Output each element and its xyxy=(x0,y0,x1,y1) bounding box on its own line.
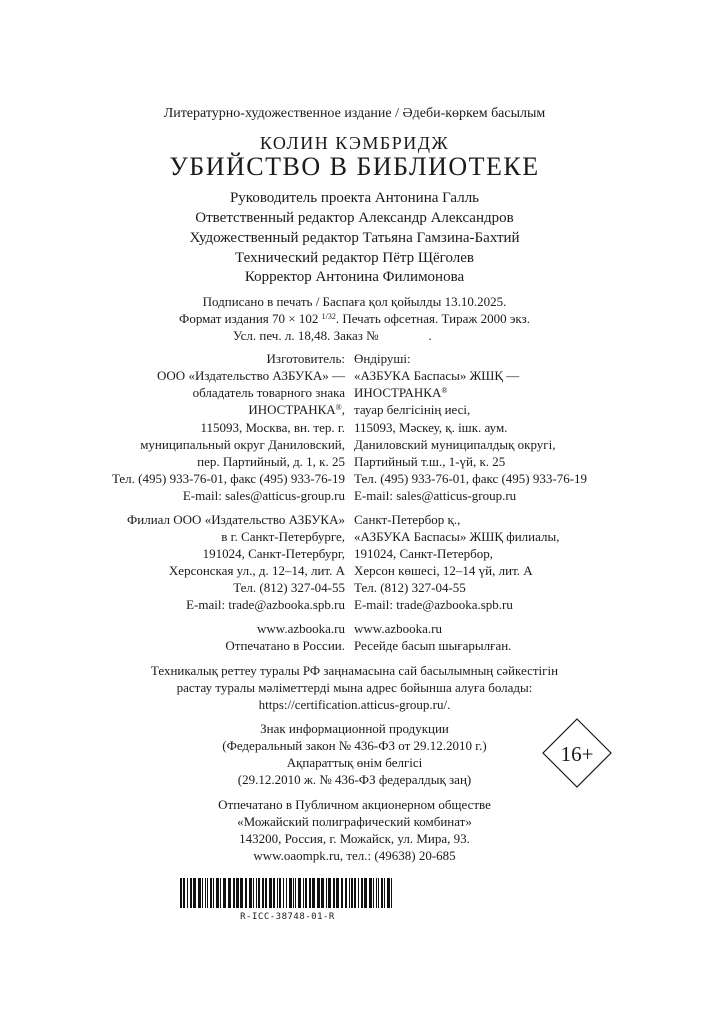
barcode-bar xyxy=(286,878,287,908)
brand-name: ИНОСТРАНКА xyxy=(248,402,336,417)
branch-kz-address-2: Херсон көшесі, 12–14 үй, лит. А xyxy=(354,563,533,578)
manufacturer-kz-company: «АЗБУКА Баспасы» ЖШҚ — xyxy=(354,368,520,383)
branch-ru-address-2: Херсонская ул., д. 12–14, лит. А xyxy=(168,563,345,578)
barcode-bar xyxy=(236,878,239,908)
printer-line-2: «Можайский полиграфический комбинат» xyxy=(237,814,472,829)
barcode-bar xyxy=(305,878,307,908)
barcode-bar xyxy=(309,878,311,908)
barcode-bar xyxy=(198,878,201,908)
format-fraction: 1/32 xyxy=(321,312,336,321)
barcode-bar xyxy=(378,878,379,908)
format-prefix: Формат издания 70 × 102 xyxy=(179,311,322,326)
barcode-bar xyxy=(220,878,221,908)
barcode-bar xyxy=(384,878,385,908)
website-ru: www.azbooka.ru xyxy=(257,621,345,636)
age-rating-text: 16+ xyxy=(560,742,594,766)
author-name: КОЛИН КЭМБРИДЖ xyxy=(259,133,450,153)
barcode-image xyxy=(180,878,395,908)
print-format xyxy=(0,311,709,327)
barcode-bar xyxy=(277,878,278,908)
branch-kz-address-1: 191024, Санкт-Петербор, xyxy=(354,546,494,561)
manufacturer-kz-address-2: Даниловский муниципалдық округі, xyxy=(354,437,556,452)
barcode-bar xyxy=(205,878,206,908)
barcode-bar xyxy=(295,878,296,908)
manufacturer-ru-label: Изготовитель: xyxy=(266,351,345,366)
manufacturer-kz-address-1: 115093, Мәскеу, қ. ішк. аум. xyxy=(354,420,508,435)
branch-kz-phone: Тел. (812) 327-04-55 xyxy=(354,580,466,595)
barcode-bar xyxy=(391,878,392,908)
barcode-bar xyxy=(345,878,347,908)
info-mark-line-1: Знак информационной продукции xyxy=(260,721,449,736)
age-rating-badge xyxy=(542,718,612,788)
barcode-bar xyxy=(381,878,383,908)
barcode-bar xyxy=(265,878,267,908)
certification-line-2: растау туралы мәліметтерді мына адрес бойынша алуға болады: xyxy=(176,680,533,695)
branch-ru-phone: Тел. (812) 327-04-55 xyxy=(233,580,345,595)
credit-art-editor: Художественный редактор Татьяна Гамзина-Бахтий xyxy=(189,230,520,246)
barcode-bar xyxy=(351,878,353,908)
manufacturer-ru-address-1: 115093, Москва, вн. тер. г. xyxy=(200,420,345,435)
barcode-bar xyxy=(216,878,219,908)
barcode-bar xyxy=(233,878,235,908)
barcode-bar xyxy=(262,878,264,908)
barcode-bar xyxy=(207,878,208,908)
manufacturer-kz-owner: тауар белгісінің иесі, xyxy=(354,402,471,417)
credit-editor: Ответственный редактор Александр Александров xyxy=(195,210,514,226)
manufacturer-ru-phone: Тел. (495) 933-76-01, факс (495) 933-76-19 xyxy=(111,471,345,486)
branch-ru-city: в г. Санкт-Петербурге, xyxy=(221,529,345,544)
barcode-bar xyxy=(253,878,254,908)
barcode-bar xyxy=(283,878,284,908)
credit-tech-editor: Технический редактор Пётр Щёголев xyxy=(235,250,474,266)
barcode-bar xyxy=(341,878,343,908)
barcode-bar xyxy=(256,878,257,908)
barcode-bar xyxy=(373,878,374,908)
credit-proofreader: Корректор Антонина Филимонова xyxy=(244,269,465,285)
info-mark-line-2: (Федеральный закон № 436-ФЗ от 29.12.2010 г.) xyxy=(222,738,487,753)
credit-project-lead: Руководитель проекта Антонина Галль xyxy=(229,190,480,206)
barcode-bar xyxy=(369,878,372,908)
format-suffix: . Печать офсетная. Тираж 2000 экз. xyxy=(335,311,530,326)
barcode-bar xyxy=(354,878,356,908)
branch-ru-name: Филиал ООО «Издательство АЗБУКА» xyxy=(126,512,345,527)
barcode-bar xyxy=(249,878,252,908)
barcode-bar xyxy=(293,878,294,908)
barcode-bar xyxy=(273,878,275,908)
signed-date: Подписано в печать / Баспаға қол қойылды 13.10.2025. xyxy=(202,294,507,309)
manufacturer-kz-address-3: Партийный т.ш., 1-үй, к. 25 xyxy=(354,454,506,469)
barcode-bar xyxy=(202,878,203,908)
brand-name: ИНОСТРАНКА xyxy=(354,385,442,400)
book-title: УБИЙСТВО В БИБЛИОТЕКЕ xyxy=(169,152,540,181)
certification-line-1: Техникалық реттеу туралы РФ заңнамасына сай басылымның сәйкестігін xyxy=(150,663,559,678)
branch-kz-email: E-mail: trade@azbooka.spb.ru xyxy=(354,597,513,612)
manufacturer-kz-phone: Тел. (495) 933-76-01, факс (495) 933-76-19 xyxy=(354,471,588,486)
certification-link: https://certification.atticus-group.ru/. xyxy=(258,697,451,712)
barcode-bar xyxy=(269,878,272,908)
barcode-bar xyxy=(289,878,292,908)
manufacturer-ru-brand xyxy=(248,402,345,418)
brand-comma: , xyxy=(341,402,345,417)
manufacturer-kz-email: E-mail: sales@atticus-group.ru xyxy=(354,488,517,503)
barcode-bar xyxy=(183,878,185,908)
barcode-bar xyxy=(180,878,182,908)
barcode-bar xyxy=(303,878,304,908)
barcode-code: R-ICC-38748-01-R xyxy=(240,912,335,922)
barcode-bar xyxy=(333,878,335,908)
branch-ru-email: E-mail: trade@azbooka.spb.ru xyxy=(186,597,345,612)
barcode-bar xyxy=(279,878,281,908)
manufacturer-ru-email: E-mail: sales@atticus-group.ru xyxy=(182,488,345,503)
barcode-bar xyxy=(187,878,188,908)
info-mark-line-4: (29.12.2010 ж. № 436-ФЗ федералдық заң) xyxy=(237,772,472,787)
barcode-bar xyxy=(364,878,367,908)
printer-line-3: 143200, Россия, г. Можайск, ул. Мира, 93. xyxy=(239,831,470,846)
barcode-bar xyxy=(361,878,363,908)
barcode-bar xyxy=(228,878,231,908)
registered-mark: ® xyxy=(335,403,342,412)
barcode-bar xyxy=(321,878,324,908)
print-sheets xyxy=(233,328,432,344)
barcode-bar xyxy=(258,878,260,908)
barcode-bar xyxy=(312,878,315,908)
barcode-bar xyxy=(240,878,243,908)
barcode-bar xyxy=(358,878,359,908)
barcode-bar xyxy=(387,878,390,908)
barcode-bar xyxy=(328,878,331,908)
sheets-end: . xyxy=(428,328,432,343)
barcode-bar xyxy=(190,878,192,908)
barcode-bar xyxy=(193,878,196,908)
barcode-bar xyxy=(376,878,377,908)
manufacturer-ru-address-3: пер. Партийный, д. 1, к. 25 xyxy=(197,454,345,469)
barcode-bar xyxy=(336,878,339,908)
printer-line-4: www.oaompk.ru, тел.: (49638) 20-685 xyxy=(253,848,456,863)
barcode-bar xyxy=(245,878,247,908)
manufacturer-ru-owner: обладатель товарного знака xyxy=(192,385,345,400)
manufacturer-kz-label: Өндіруші: xyxy=(354,351,411,366)
printer-line-1: Отпечатано в Публичном акционерном обществе xyxy=(218,797,491,812)
barcode-bar xyxy=(213,878,214,908)
info-mark-line-3: Ақпараттық өнім белгісі xyxy=(286,755,423,770)
manufacturer-ru-address-2: муниципальный округ Даниловский, xyxy=(140,437,345,452)
manufacturer-ru-company: ООО «Издательство АЗБУКА» — xyxy=(157,368,345,383)
barcode-bar xyxy=(298,878,301,908)
printed-in-russia: Отпечатано в России. xyxy=(225,638,345,653)
edition-type: Литературно-художественное издание / Әдеби-көркем басылым xyxy=(163,106,546,121)
sheets-text: Усл. печ. л. 18,48. Заказ № xyxy=(233,328,379,343)
website-kz: www.azbooka.ru xyxy=(354,621,442,636)
barcode-bar xyxy=(317,878,320,908)
branch-kz-name: «АЗБУКА Баспасы» ЖШҚ филиалы, xyxy=(354,529,560,544)
barcode-bar xyxy=(326,878,327,908)
barcode-bar xyxy=(223,878,226,908)
barcode-bar xyxy=(210,878,212,908)
manufacturer-kz-brand xyxy=(354,385,447,401)
registered-mark: ® xyxy=(441,386,448,395)
branch-ru-address-1: 191024, Санкт-Петербург, xyxy=(202,546,345,561)
branch-kz-city: Санкт-Петербор қ., xyxy=(354,512,461,527)
barcode-bar xyxy=(349,878,350,908)
printed-in-russia-kz: Ресейде басып шығарылған. xyxy=(354,638,512,653)
